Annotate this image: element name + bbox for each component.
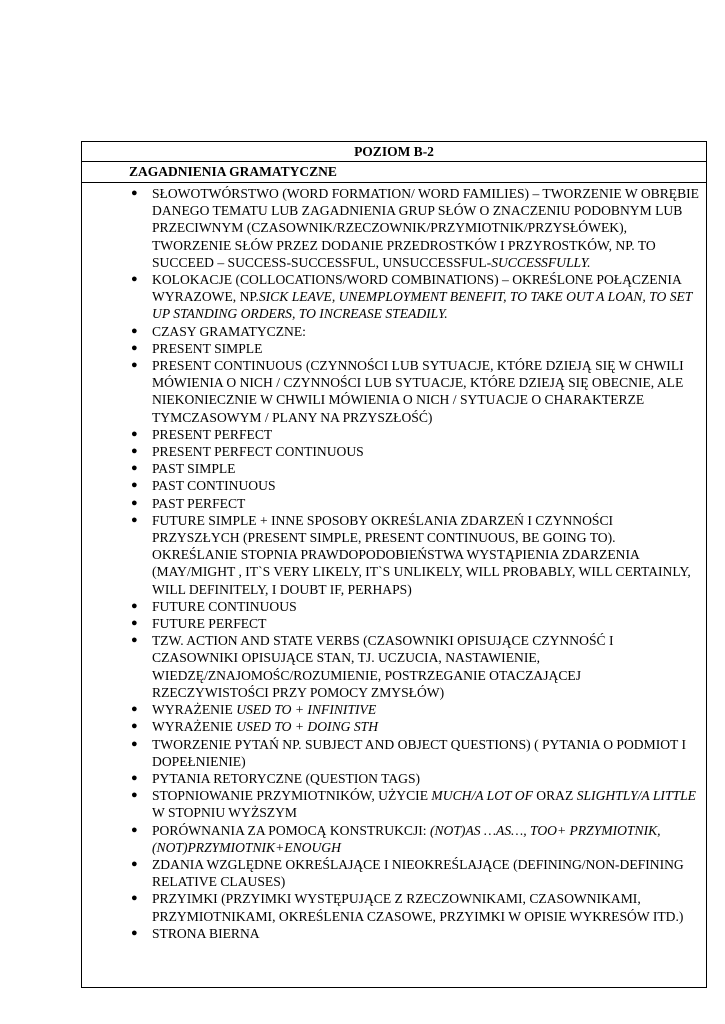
list-item — [82, 925, 700, 942]
list-item-text: WYRAŻENIE — [152, 719, 237, 735]
list-item — [82, 512, 700, 598]
list-item — [82, 598, 700, 615]
list-item — [82, 718, 700, 735]
list-item-text: STOPNIOWANIE PRZYMIOTNIKÓW, UŻYCIE — [152, 788, 432, 804]
list-item-text: ZDANIA WZGLĘDNE OKREŚLAJĄCE I NIEOKREŚLAJĄCE (DEFINING/NON-DEFINING RELATIVE CLAUSES) — [152, 856, 684, 890]
bullet-icon: ● — [131, 823, 138, 836]
list-item-text: PRESENT SIMPLE — [152, 340, 263, 356]
list-item — [82, 770, 700, 787]
list-item — [82, 460, 700, 477]
bullet-icon: ● — [131, 513, 138, 526]
bullet-icon: ● — [131, 789, 138, 802]
bullet-icon: ● — [131, 737, 138, 750]
list-item-text: PAST CONTINUOUS — [152, 478, 276, 494]
list-item — [82, 495, 700, 512]
list-item-text: SLIGHTLY/A LITTLE — [576, 788, 696, 804]
list-item-text: (NOT)AS …AS…, TOO+ PRZYMIOTNIK, (NOT)PRZYMIOTNIK+ENOUGH — [152, 822, 661, 855]
bullet-icon: ● — [131, 187, 138, 199]
bullet-icon: ● — [131, 496, 138, 509]
bullet-icon: ● — [131, 324, 138, 337]
list-item-text: FUTURE PERFECT — [152, 616, 267, 632]
list-item — [82, 701, 700, 718]
list-item — [82, 357, 700, 426]
list-item-text: SUCCESSFULLY. — [491, 254, 591, 270]
bullet-icon: ● — [131, 462, 138, 475]
topics-cell — [82, 183, 706, 942]
document-table — [81, 141, 707, 988]
list-item-text: PORÓWNANIA ZA POMOCĄ KONSTRUKCJI: — [152, 822, 430, 838]
list-item-text: WYRAŻENIE — [152, 702, 237, 718]
list-item-text: MUCH/A LOT OF — [431, 788, 533, 804]
bullet-icon: ● — [131, 359, 138, 372]
list-item — [82, 736, 700, 770]
list-item — [82, 323, 700, 340]
list-item-text: W STOPNIU WYŻSZYM — [152, 805, 298, 821]
bullet-icon: ● — [131, 445, 138, 458]
list-item — [82, 340, 700, 357]
list-item — [82, 426, 700, 443]
bullet-icon: ● — [131, 926, 138, 939]
list-item-text: TZW. ACTION AND STATE VERBS (CZASOWNIKI OPISUJĄCE CZYNNOŚĆ I CZASOWNIKI OPISUJĄCE STAN, TJ. UCZUCIA, NASTAWIENIE, WIEDZĘ/ZNAJOMOŚC/ROZUMIENIE, POSTRZEGANIE OTACZAJĄCEJ RZECZYWISTOŚCI PRZY POMOCY ZMYSŁÓW) — [152, 633, 614, 700]
bullet-icon: ● — [131, 892, 138, 905]
list-item-text: SŁOWOTWÓRSTWO (WORD FORMATION/ WORD FAMILIES) – TWORZENIE W OBRĘBIE DANEGO TEMATU LUB ZAGADNIENIA GRUP SŁÓW O ZNACZENIU PODOBNYM LUB PRZECIWNYM (CZASOWNIK/RZECZOWNIK/PRZYMIOTNIK/PRZYSŁÓWEK), TWORZENIE SŁÓW PRZEZ DODANIE PRZEDROSTKÓW I PRZYROSTKÓW, NP. TO SUCCEED – SUCCESS-SUCCESSFUL, UNSUCCESSFUL- — [152, 186, 699, 270]
bullet-icon: ● — [131, 720, 138, 733]
list-item — [82, 822, 700, 856]
list-item-text: ORAZ — [532, 788, 577, 804]
bullet-icon: ● — [131, 703, 138, 716]
bullet-icon: ● — [131, 479, 138, 492]
list-item-text: PRESENT PERFECT CONTINUOUS — [152, 444, 364, 460]
bullet-icon: ● — [131, 771, 138, 784]
list-item-text: PAST PERFECT — [152, 495, 246, 511]
bullet-icon: ● — [131, 341, 138, 354]
list-item — [82, 443, 700, 460]
list-item-text: TWORZENIE PYTAŃ NP. SUBJECT AND OBJECT QUESTIONS) ( PYTANIA O PODMIOT I DOPEŁNIENIE) — [152, 736, 687, 769]
list-item — [82, 856, 700, 890]
bullet-icon: ● — [131, 634, 138, 647]
list-item — [82, 787, 700, 821]
list-item — [82, 271, 700, 323]
list-item-text: FUTURE CONTINUOUS — [152, 598, 297, 614]
list-item-text: SICK LEAVE, UNEMPLOYMENT BENEFIT, TO TAKE OUT A LOAN, TO SET UP STANDING ORDERS, TO INCREASE STEADILY. — [152, 289, 693, 322]
list-item-text: PRESENT PERFECT — [152, 426, 273, 442]
bullet-icon: ● — [131, 617, 138, 630]
bullet-icon: ● — [131, 599, 138, 612]
list-item — [82, 615, 700, 632]
list-item-text: KOLOKACJE (COLLOCATIONS/WORD COMBINATIONS) – OKREŚLONE POŁĄCZENIA WYRAZOWE, NP. — [152, 272, 682, 305]
bullet-icon: ● — [131, 857, 138, 870]
bullet-icon: ● — [131, 427, 138, 440]
list-item-text: STRONA BIERNA — [152, 925, 260, 941]
list-item-text: FUTURE SIMPLE + INNE SPOSOBY OKREŚLANIA ZDARZEŃ I CZYNNOŚCI PRZYSZŁYCH (PRESENT SIMPLE, PRESENT CONTINUOUS, BE GOING TO). OKREŚLANIE STOPNIA PRAWDOPODOBIEŃSTWA WYSTĄPIENIA ZDARZENIA (MAY/MIGHT , IT`S VERY LIKELY, IT`S UNLIKELY, WILL PROBABLY, WILL CERTAINLY, WILL DEFINITELY, I DOUBT IF, PERHAPS) — [152, 512, 691, 597]
list-item — [82, 185, 700, 271]
list-item — [82, 632, 700, 701]
topics-list — [82, 185, 700, 942]
list-item-text: USED TO + DOING STH — [236, 719, 379, 735]
list-item — [82, 477, 700, 494]
list-item — [82, 890, 700, 924]
bullet-icon: ● — [131, 273, 138, 286]
list-item-text: PYTANIA RETORYCZNE (QUESTION TAGS) — [152, 770, 421, 786]
list-item-text: PRESENT CONTINUOUS (CZYNNOŚCI LUB SYTUACJE, KTÓRE DZIEJĄ SIĘ W CHWILI MÓWIENIA O NICH / CZYNNOŚCI LUB SYTUACJE, KTÓRE DZIEJĄ SIĘ OBECNIE, ALE NIEKONIECZNIE W CHWILI MÓWIENIA O NICH / SYTUACJE O CHARAKTERZE TYMCZASOWYM / PLANY NA PRZYSZŁOŚĆ) — [152, 358, 684, 425]
section-heading: ZAGADNIENIA GRAMATYCZNE — [82, 162, 706, 183]
level-title: POZIOM B-2 — [82, 142, 706, 162]
list-item-text: PAST SIMPLE — [152, 461, 236, 477]
list-item-text: CZASY GRAMATYCZNE: — [152, 323, 306, 339]
list-item-text: PRZYIMKI (PRZYIMKI WYSTĘPUJĄCE Z RZECZOWNIKAMI, CZASOWNIKAMI, PRZYMIOTNIKAMI, OKREŚLENIA CZASOWE, PRZYIMKI W OPISIE WYKRESÓW ITD.) — [152, 891, 684, 924]
list-item-text: USED TO + INFINITIVE — [236, 702, 377, 718]
